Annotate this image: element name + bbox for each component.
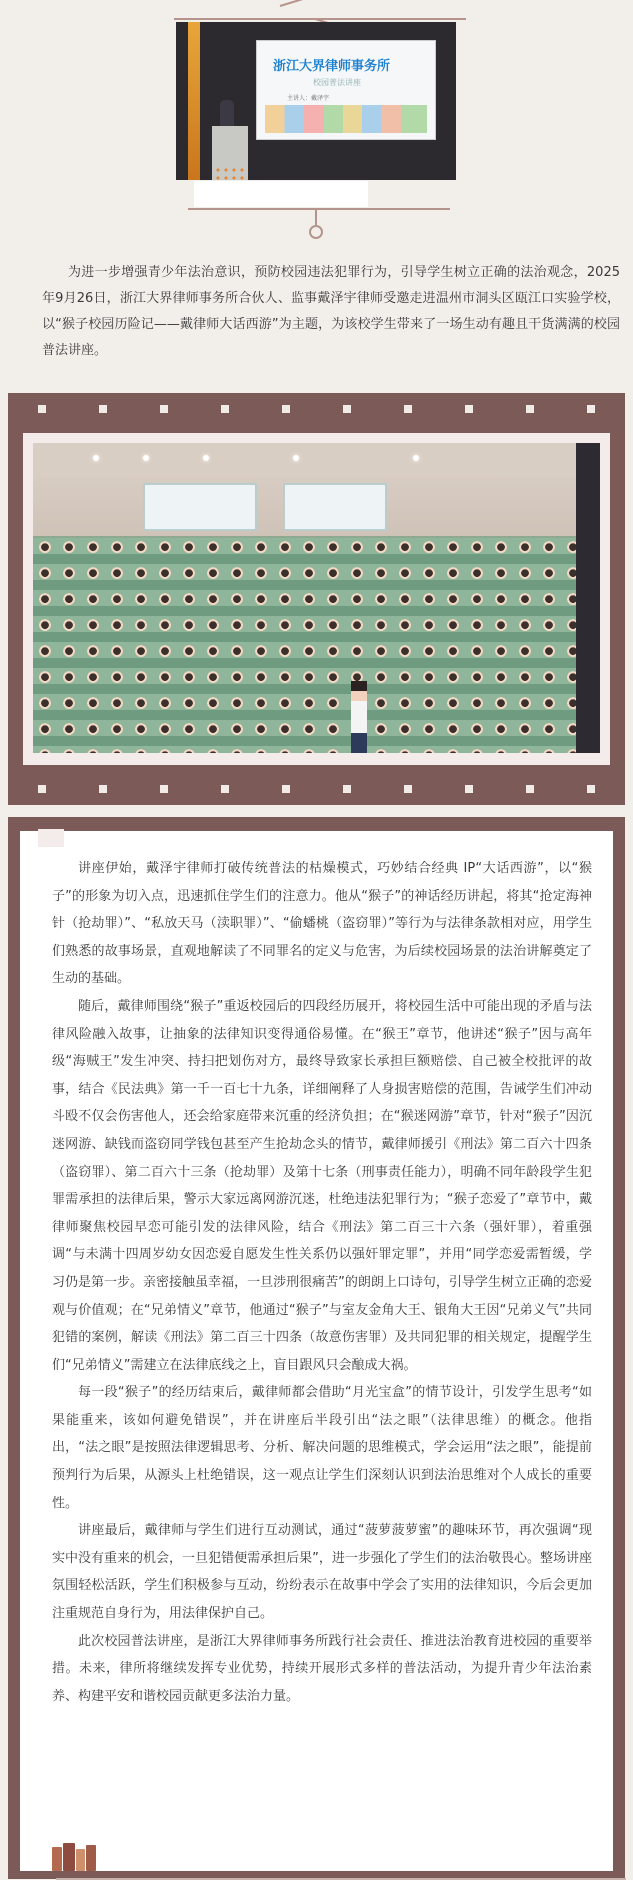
caption-strip — [194, 181, 368, 207]
dot — [99, 785, 107, 793]
dot — [404, 405, 412, 413]
audience-seats — [33, 538, 600, 753]
dot — [282, 405, 290, 413]
dot — [160, 785, 168, 793]
book — [52, 1847, 62, 1871]
dot — [465, 785, 473, 793]
dot — [587, 785, 595, 793]
dot — [465, 405, 473, 413]
paper-tab — [38, 829, 64, 847]
pillar — [576, 443, 600, 753]
ceiling-lamp — [203, 455, 209, 461]
dot — [99, 405, 107, 413]
hanging-string-left — [280, 0, 323, 7]
article-paragraph: 每一段“猴子”的经历结束后，戴律师都会借助“月光宝盒”的情节设计，引发学生思考“如果能重来，该如何避免错误”，并在讲座后半段引出“法之眼”（法律思维）的概念。他指出，“法之眼”是按照法律逻辑思考、分析、解决问题的思维模式，学会运用“法之眼”，能提前预判行为后果，从源头上杜绝错误，这一观点让学生们深刻认识到法治思维对个人成长的重要性。 — [52, 1385, 592, 1511]
curtain — [188, 22, 200, 180]
audience-photo — [33, 443, 600, 753]
slide-illustration — [265, 105, 427, 133]
dot — [343, 405, 351, 413]
article-paragraph: 讲座最后，戴律师与学生们进行互动测试，通过“菠萝菠萝蜜”的趣味环节，再次强调“现实中没有重来的机会，一旦犯错便需承担后果”，进一步强化了学生们的法治敬畏心。整场讲座氛围轻松活跃，学生们积极参与互动，纷纷表示在故事中学会了实用的法律知识，今后会更加注重规范自身行为，用法律保护自己。 — [52, 1523, 592, 1622]
dot — [38, 405, 46, 413]
lecturer-figure — [351, 681, 367, 753]
dot — [343, 785, 351, 793]
book — [86, 1845, 96, 1871]
dot — [160, 405, 168, 413]
article-body — [52, 855, 592, 1710]
slide-subtitle: 校园普法讲座 — [313, 78, 361, 87]
dot — [526, 405, 534, 413]
book — [63, 1843, 75, 1871]
dot — [587, 405, 595, 413]
books-icon — [46, 1841, 100, 1871]
dot — [38, 785, 46, 793]
ceiling-lamp — [143, 455, 149, 461]
slide-speaker: 主讲人：戴泽宇 — [287, 95, 330, 102]
audience-photo-frame — [8, 393, 625, 805]
ceiling-lamp — [413, 455, 419, 461]
article-paragraph: 随后，戴律师围绕“猴子”重返校园后的四段经历展开，将校园生活中可能出现的矛盾与法律风险融入故事，让抽象的法律知识变得通俗易懂。在“猴王”章节，他讲述“猴子”因与高年级“海贼王”发生冲突、持扫把划伤对方，最终导致家长承担巨额赔偿、自己被全校批评的故事，结合《民法典》第一千一百七十九条，详细阐释了人身损害赔偿的范围，告诫学生们冲动斗殴不仅会伤害他人，还会给家庭带来沉重的经济负担；在“猴迷网游”章节，针对“猴子”因沉迷网游、缺钱而盗窃同学钱包甚至产生抢劫念头的情节，戴律师援引《刑法》第二百六十四条（盗窃罪）、第二百六十三条（抢劫罪）及第十七条（刑事责任能力），明确不同年龄段学生犯罪需承担的法律后果，警示大家远离网游沉迷，杜绝违法犯罪行为；“猴子恋爱了”章节中，戴律师聚焦校园早恋可能引发的法律风险，结合《刑法》第二百三十六条（强奸罪），着重强调“与未满十四周岁幼女因恋爱自愿发生性关系仍以强奸罪定罪”，并用“同学恋爱需暂缓，学习仍是第一步。亲密接触虽幸福，一旦涉刑很痛苦”的朗朗上口诗句，引导学生树立正确的恋爱观与价值观；在“兄弟情义”章节，他通过“猴子”与室友金角大王、银角大王因“兄弟义气”共同犯错的案例，解读《刑法》第二百三十四条（故意伤害罪）及共同犯罪的相关规定，提醒学生们“兄弟情义”需建立在法律底线之上，盲目跟风只会酿成大祸。 — [52, 998, 592, 1373]
frame-dots-top — [38, 405, 595, 413]
decor-line — [188, 208, 450, 210]
article-paper — [20, 831, 613, 1871]
photo-mat — [23, 433, 610, 765]
ceiling-lamp — [293, 455, 299, 461]
dot — [404, 785, 412, 793]
article-paragraph: 讲座伊始，戴泽宇律师打破传统普法的枯燥模式，巧妙结合经典 IP“大话西游”，以“猴子”的形象为切入点，迅速抓住学生们的注意力。他从“猴子”的神话经历讲起，将其“抢定海神针（抢劫罪）”、“私放天马（渎职罪）”、“偷蟠桃（盗窃罪）”等行为与法律条款相对应，用学生们熟悉的故事场景，直观地解读了不同罪名的定义与危害，为后续校园场景的法治讲解奠定了生动的基础。 — [52, 861, 592, 987]
window — [283, 483, 387, 531]
dot — [526, 785, 534, 793]
article-paragraph: 此次校园普法讲座，是浙江大界律师事务所践行社会责任、推进法治教育进校园的重要举措。未来，律所将继续发挥专业优势，持续开展形式多样的普法活动，为提升青少年法治素养、构建平安和谐校园贡献更多法治力量。 — [52, 1633, 592, 1704]
decor-circle — [309, 225, 323, 239]
intro-paragraph: 为进一步增强青少年法治意识，预防校园违法犯罪行为，引导学生树立正确的法治观念，2025年9月26日，浙江大界律师事务所合伙人、监事戴泽宇律师受邀走进温州市洞头区瓯江口实验学校，以“猴子校园历险记——戴律师大话西游”为主题，为该校学生带来了一场生动有趣且干货满满的校园普法讲座。 — [42, 265, 620, 358]
frame-dots-bottom — [38, 785, 595, 793]
projection-screen — [256, 40, 436, 140]
dot — [221, 405, 229, 413]
article-frame — [8, 817, 625, 1879]
book — [76, 1849, 85, 1871]
window — [143, 483, 257, 531]
dot — [282, 785, 290, 793]
ceiling-lamp — [93, 455, 99, 461]
slide-title: 浙江大界律师事务所 — [273, 59, 391, 74]
dot — [221, 785, 229, 793]
ceiling — [33, 443, 600, 477]
flowers — [214, 166, 246, 180]
decor-stem — [315, 210, 317, 226]
lecture-photo — [176, 22, 456, 180]
